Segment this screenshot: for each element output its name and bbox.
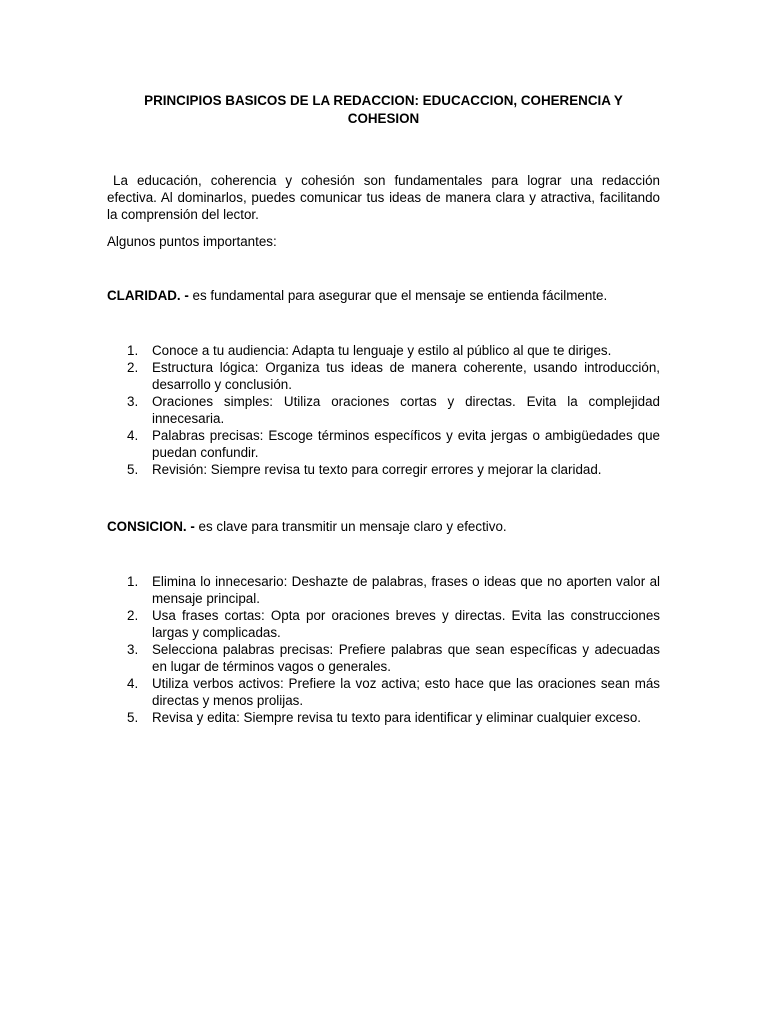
list-number: 5. [127, 710, 139, 725]
list-item [107, 709, 660, 726]
list-number: 2. [127, 608, 139, 623]
list-item-text: Estructura lógica: Organiza tus ideas de manera coherente, usando introducción, desarrollo y conclusión. [152, 360, 660, 392]
list-item-text: Usa frases cortas: Opta por oraciones breves y directas. Evita las construcciones largas y complicadas. [152, 608, 660, 640]
section-claridad [107, 287, 660, 304]
list-item [107, 427, 660, 461]
list-item-text: Revisa y edita: Siempre revisa tu texto para identificar y eliminar cualquier exceso. [152, 710, 641, 725]
list-number: 5. [127, 462, 139, 477]
list-number: 4. [127, 428, 139, 443]
list-item-text: Revisión: Siempre revisa tu texto para corregir errores y mejorar la claridad. [152, 462, 602, 477]
section-heading: CONSICION. - [107, 519, 195, 534]
puntos-label: Algunos puntos importantes: [107, 234, 277, 249]
list-item [107, 393, 660, 427]
list-number: 1. [127, 343, 139, 358]
list-number: 3. [127, 394, 139, 409]
list-number: 3. [127, 642, 139, 657]
document-page [107, 92, 660, 726]
list-number: 1. [127, 574, 139, 589]
list-item [107, 342, 660, 359]
list-number: 4. [127, 676, 139, 691]
list-item [107, 461, 660, 478]
intro-paragraph: La educación, coherencia y cohesión son fundamentales para lograr una redacción efectiva. Al dominarlos, puedes comunicar tus ideas de manera clara y atractiva, facilitando la comprensión del lector. [107, 173, 660, 222]
list-item-text: Utiliza verbos activos: Prefiere la voz activa; esto hace que las oraciones sean más directas y menos prolijas. [152, 676, 660, 708]
list-item-text: Oraciones simples: Utiliza oraciones cortas y directas. Evita la complejidad innecesaria. [152, 394, 660, 426]
list-item-text: Palabras precisas: Escoge términos específicos y evita jergas o ambigüedades que puedan confundir. [152, 428, 660, 460]
list-number: 2. [127, 360, 139, 375]
document-title: PRINCIPIOS BASICOS DE LA REDACCION: EDUCACCION, COHERENCIA Y COHESION [144, 93, 623, 126]
section-consicion [107, 518, 660, 535]
list-item [107, 573, 660, 607]
section-description: es fundamental para asegurar que el mensaje se entienda fácilmente. [188, 288, 608, 303]
consicion-list [107, 573, 660, 726]
section-heading: CLARIDAD. - [107, 288, 189, 303]
list-item-text: Selecciona palabras precisas: Prefiere palabras que sean específicas y adecuadas en lugar de términos vagos o generales. [152, 642, 660, 674]
list-item-text: Elimina lo innecesario: Deshazte de palabras, frases o ideas que no aporten valor al mensaje principal. [152, 574, 660, 606]
list-item [107, 641, 660, 675]
list-item [107, 675, 660, 709]
claridad-list [107, 342, 660, 478]
section-description: es clave para transmitir un mensaje claro y efectivo. [194, 519, 507, 534]
list-item [107, 359, 660, 393]
list-item [107, 607, 660, 641]
list-item-text: Conoce a tu audiencia: Adapta tu lenguaje y estilo al público al que te diriges. [152, 343, 612, 358]
